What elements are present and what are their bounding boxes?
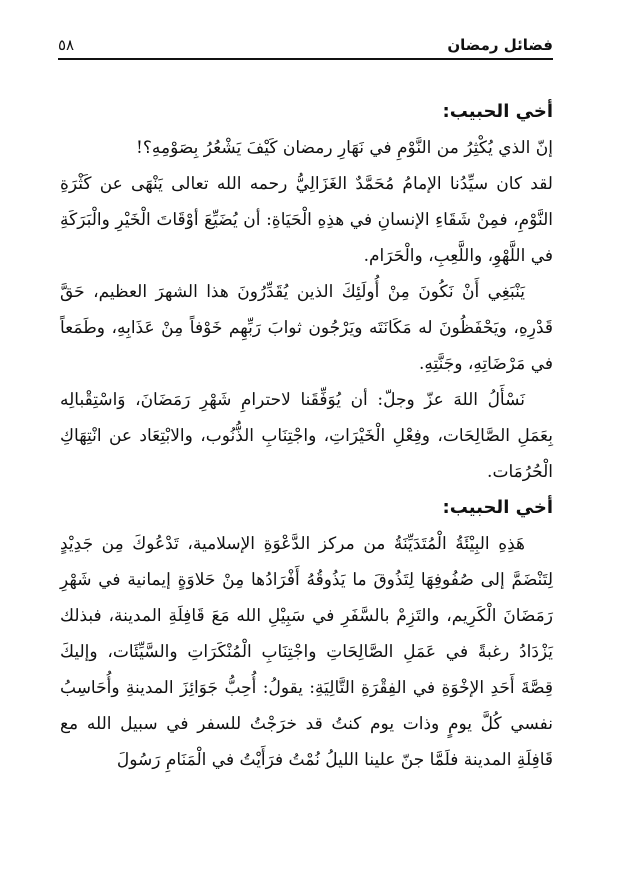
page-header bbox=[58, 32, 553, 60]
paragraph: إنّ الذي يُكْثِرُ من النَّوْمِ في نَهَارِ رمضان كَيْفَ يَشْعُرُ بِصَوْمِهِ؟! bbox=[136, 138, 553, 158]
book-title: فضائل رمضان bbox=[447, 36, 553, 54]
section-heading: أخي الحبيب: bbox=[442, 101, 553, 122]
page-number: ٥٨ bbox=[58, 36, 75, 54]
paragraph: نَسْأَلُ اللهَ عزّ وجلّ: أن يُوَفِّقَنا لاحترامِ شَهْرِ رَمَضَانَ، وَاسْتِقْبالِه بِعَمَلِ الصَّالِحَات، وفِعْلِ الْخَيْرَاتِ، واجْتِنَابِ الذُّنُوب، والابْتِعَاد عن انْتِهَاكِ الْحُرُمَات. bbox=[60, 390, 553, 482]
header-rule bbox=[58, 58, 553, 60]
paragraph: هَذِهِ البِيْئَةُ الْمُتَدَيِّنَةُ من مركز الدَّعْوَةِ الإسلامية، تَدْعُوكَ مِن جَدِيْدٍ لِتَنْضَمَّ إلى صُفُوفِهَا لِتَذُوقَ ما يَذُوقُهُ أَفْرَادُها مِنْ حَلاوَةٍ إيمانية في شَهْرِ رَمَضَانَ الْكَرِيم، والتَزِمْ بالسَّفَرِ في سَبِيْلِ الله مَعَ قَافِلَةِ المدينة، فبذلك يَزْدَادُ رغبةً في عَمَلِ الصَّالِحَاتِ واجْتِنَابِ الْمُنْكَرَاتِ والسَّيِّئَات، وإليكَ قِصَّةَ أَحَدِ الإخْوَةِ في الفِقْرَةِ التَّالِيَةِ: يقولُ: أُحِبُّ جَوَائِزَ المدينةِ وأُحَاسِبُ نفسي كُلَّ يومٍ وذات يوم كنتُ قد خرَجْتُ للسفر في سبيل الله مع قَافِلَةِ المدينة فلَمَّا جنّ علينا الليلُ نُمْتُ فرَأَيْتُ في الْمَنَامِ رَسُولَ bbox=[60, 534, 553, 770]
paragraph: لقد كان سيِّدُنا الإمامُ مُحَمَّدٌ الغَزَالِيُّ رحمه الله تعالى يَنْهَى عن كَثْرَةِ النَّوْمِ، فمِنْ شَقَاءِ الإنسانِ في هذِهِ الْحَيَاةِ: أن يُضَيِّعَ أوْقَاتَ الْخَيْرِ والْبَرَكَةِ في اللَّهْوِ، واللَّعِبِ، والْحَرَام. bbox=[60, 174, 553, 266]
paragraph: يَنْبَغِي أَنْ نَكُونَ مِنْ أُولَئِكَ الذين يُقَدِّرُونَ هذا الشهرَ العظيم، حَقَّ قَدْرِهِ، ويَحْفَظُونَ له مَكَانَتَه ويَرْجُون ثوابَ رَبِّهِم خَوْفاً مِنْ عَذَابِهِ، وطَمَعاً في مَرْضَاتِهِ، وجَنَّتِهِ. bbox=[60, 282, 553, 374]
page-body bbox=[60, 94, 553, 778]
section-heading: أخي الحبيب: bbox=[442, 497, 553, 518]
